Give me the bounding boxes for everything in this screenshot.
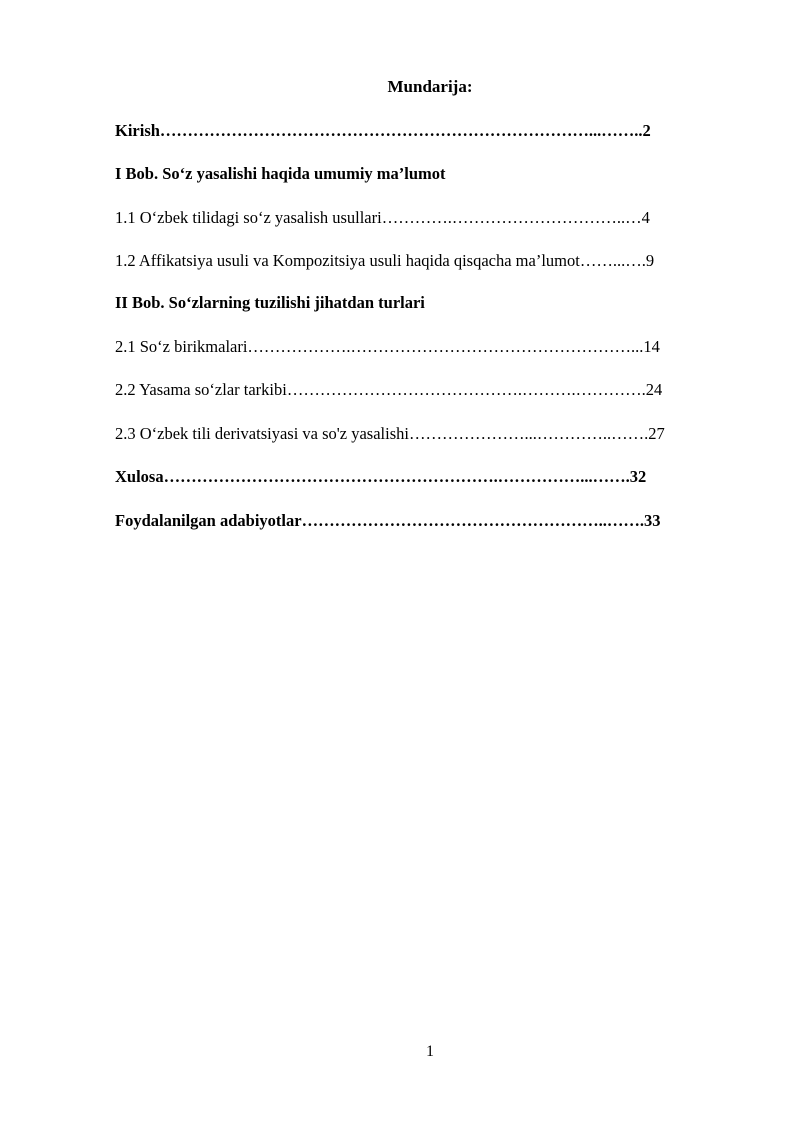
page-number: 1 — [426, 1043, 434, 1060]
toc-entry-section-1-2: 1.2 Affikatsiya usuli va Kompozitsiya usuli haqida qisqacha ma’lumot……...….9 — [115, 251, 655, 270]
toc-title: Mundarija: — [387, 77, 473, 96]
toc-entry-kirish: Kirish……………………………………………………………………...……..2 — [115, 121, 651, 140]
toc-entry-section-2-2: 2.2 Yasama so‘zlar tarkibi…………………………………….……….………….24 — [115, 380, 663, 399]
toc-entry-section-1-1: 1.1 O‘zbek tilidagi so‘z yasalish usullari………….…………………………..…4 — [115, 208, 650, 227]
toc-entry-chapter-1: I Bob. So‘z yasalishi haqida umumiy ma’lumot — [115, 164, 446, 183]
toc-entry-xulosa: Xulosa…………………………………………………….……………...…….32 — [115, 467, 647, 486]
toc-entry-section-2-3: 2.3 O‘zbek tili derivatsiyasi va so'z yasalishi…………………...…………..…….27 — [115, 424, 665, 443]
toc-entry-section-2-1: 2.1 So‘z birikmalari……………….……………………………………………...14 — [115, 337, 660, 356]
toc-entry-chapter-2: II Bob. So‘zlarning tuzilishi jihatdan turlari — [115, 293, 425, 312]
toc-entry-references: Foydalanilgan adabiyotlar………………………………………………..…….33 — [115, 511, 661, 530]
